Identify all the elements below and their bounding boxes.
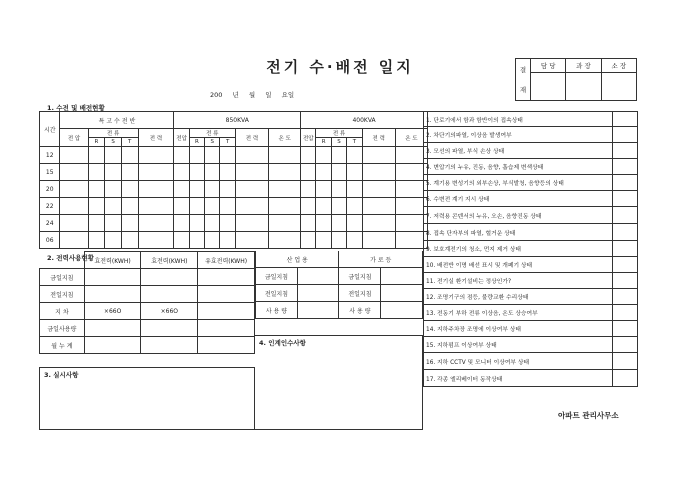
check-result-cell[interactable]: [613, 112, 638, 127]
time-cell: 06: [40, 232, 60, 249]
reading-cell[interactable]: [189, 147, 204, 164]
reading-cell[interactable]: [121, 215, 138, 232]
usage-row-label: 사 용 량: [339, 302, 381, 319]
reading-cell[interactable]: [138, 198, 174, 215]
voltage-header: 전압: [301, 129, 316, 147]
reading-table: [39, 111, 428, 249]
power-row-label: 금일지침: [40, 269, 85, 286]
table-row: [256, 268, 423, 285]
check-result-cell[interactable]: [613, 257, 638, 273]
phase-s: S: [205, 138, 220, 147]
list-item: [424, 305, 638, 321]
reading-cell[interactable]: [331, 215, 346, 232]
power-col-header: 효전력(KWH): [141, 252, 198, 269]
phase-t: T: [347, 138, 362, 147]
reading-cell[interactable]: [60, 232, 88, 249]
check-item-label: 1. 단로기에서 함과 함반이의 접속상태: [424, 112, 613, 127]
reading-cell[interactable]: [235, 181, 268, 198]
approval-side-label: 결 재: [516, 59, 531, 101]
reading-cell[interactable]: [220, 232, 235, 249]
approval-sign-cell[interactable]: [601, 73, 636, 101]
time-cell: 24: [40, 215, 60, 232]
approval-role: 과 장: [566, 59, 601, 73]
reading-cell[interactable]: [301, 164, 316, 181]
phase-t: T: [220, 138, 235, 147]
check-item-label: 7. 저력용 콘덴서의 누유, 오손, 음향진동 상태: [424, 207, 613, 224]
approval-role: 담 당: [531, 59, 566, 73]
inspection-checklist: [423, 111, 638, 387]
check-item-label: 4. 변압기의 누유, 진동, 음향, 흡습제 변색상태: [424, 159, 613, 175]
date-line: [210, 90, 350, 99]
reading-cell[interactable]: [138, 147, 174, 164]
check-item-label: 13. 전동기 부하 전류 이상음, 온도 상승여부: [424, 305, 613, 321]
footer-office: 아파트 관리사무소: [558, 411, 619, 420]
time-cell: 12: [40, 147, 60, 164]
reading-cell[interactable]: [138, 181, 174, 198]
list-item: [424, 224, 638, 241]
group-special-header: 특 고 수 전 반: [60, 112, 174, 129]
reading-cell[interactable]: [189, 198, 204, 215]
table-row: [40, 303, 255, 320]
list-item: [424, 241, 638, 257]
reading-cell[interactable]: [331, 232, 346, 249]
reading-cell[interactable]: [205, 164, 220, 181]
reading-cell[interactable]: [138, 232, 174, 249]
reading-cell[interactable]: [189, 181, 204, 198]
reading-cell[interactable]: [269, 215, 301, 232]
current-header: 전 류: [88, 129, 138, 138]
power-value-cell[interactable]: [198, 303, 255, 320]
reading-cell[interactable]: [189, 215, 204, 232]
table-row: [40, 215, 428, 232]
reading-cell[interactable]: [121, 181, 138, 198]
reading-cell[interactable]: [235, 215, 268, 232]
reading-cell[interactable]: [347, 215, 362, 232]
reading-cell[interactable]: [220, 164, 235, 181]
reading-cell[interactable]: [121, 147, 138, 164]
usage-value-cell[interactable]: [297, 268, 339, 285]
reading-cell[interactable]: [121, 164, 138, 181]
check-item-label: 3. 모선의 파열, 부식 손상 상태: [424, 143, 613, 159]
reading-cell[interactable]: [121, 198, 138, 215]
approval-box: [515, 58, 637, 101]
check-item-label: 15. 지하펌프 이상여부 상태: [424, 337, 613, 353]
list-item: [424, 289, 638, 305]
check-item-label: 11. 전기실 환기설비는 정상인가?: [424, 273, 613, 289]
phase-t: T: [121, 138, 138, 147]
usage-value-cell[interactable]: [297, 302, 339, 319]
power-header: 전 력: [235, 129, 268, 147]
usage-row-label: 금일지침: [339, 268, 381, 285]
reading-cell[interactable]: [220, 181, 235, 198]
reading-cell[interactable]: [347, 164, 362, 181]
check-result-cell[interactable]: [613, 224, 638, 241]
check-result-cell[interactable]: [613, 159, 638, 175]
reading-cell[interactable]: [205, 215, 220, 232]
reading-cell[interactable]: [316, 198, 331, 215]
power-value-cell[interactable]: [84, 337, 141, 354]
power-value-cell[interactable]: [141, 269, 198, 286]
industrial-header: 산 업 용: [256, 251, 339, 268]
reading-cell[interactable]: [60, 198, 88, 215]
reading-cell[interactable]: [220, 215, 235, 232]
time-cell: 20: [40, 181, 60, 198]
check-result-cell[interactable]: [613, 241, 638, 257]
usage-row-label: 사 용 량: [256, 302, 298, 319]
reading-cell[interactable]: [362, 147, 395, 164]
reading-cell[interactable]: [189, 232, 204, 249]
check-item-label: 12. 조명기구의 점등, 불량교환 수리상태: [424, 289, 613, 305]
table-row: [40, 164, 428, 181]
check-result-cell[interactable]: [613, 127, 638, 143]
group-850-header: 850KVA: [174, 112, 301, 129]
reading-cell[interactable]: [301, 215, 316, 232]
reading-cell[interactable]: [301, 232, 316, 249]
power-value-cell[interactable]: ×66O: [84, 303, 141, 320]
reading-cell[interactable]: [269, 164, 301, 181]
reading-cell[interactable]: [362, 215, 395, 232]
check-item-label: 17. 각종 엘리베이터 동작상태: [424, 370, 613, 387]
check-item-label: 10. 배전반 이명 배선 표시 및 개폐기 상태: [424, 257, 613, 273]
reading-cell[interactable]: [316, 181, 331, 198]
power-value-cell[interactable]: ×66O: [141, 303, 198, 320]
reading-cell[interactable]: [269, 147, 301, 164]
usage-row-label: 금일지침: [256, 268, 298, 285]
reading-cell[interactable]: [88, 147, 105, 164]
current-header: 전 류: [316, 129, 362, 138]
reading-cell[interactable]: [362, 232, 395, 249]
reading-cell[interactable]: [174, 232, 189, 249]
power-value-cell[interactable]: [141, 286, 198, 303]
power-row-label: 전일지침: [40, 286, 85, 303]
reading-cell[interactable]: [174, 164, 189, 181]
check-item-label: 16. 지하 CCTV 및 모니터 이상여부 상태: [424, 353, 613, 370]
reading-cell[interactable]: [138, 164, 174, 181]
approval-role: 소 장: [601, 59, 636, 73]
temp-header: 온 도: [395, 129, 427, 147]
table-row: [40, 181, 428, 198]
reading-cell[interactable]: [347, 232, 362, 249]
section2-title: 2. 전력사용현황: [47, 254, 94, 262]
reading-cell[interactable]: [362, 181, 395, 198]
reading-cell[interactable]: [138, 215, 174, 232]
list-item: [424, 127, 638, 143]
reading-cell[interactable]: [189, 164, 204, 181]
date-year: 200 년: [210, 91, 239, 99]
table-row: [40, 320, 255, 337]
reading-cell[interactable]: [174, 215, 189, 232]
reading-cell[interactable]: [235, 232, 268, 249]
phase-s: S: [105, 138, 122, 147]
voltage-header: 전압: [174, 129, 189, 147]
reading-cell[interactable]: [316, 232, 331, 249]
check-result-cell[interactable]: [613, 289, 638, 305]
reading-cell[interactable]: [205, 181, 220, 198]
reading-cell[interactable]: [88, 164, 105, 181]
reading-cell[interactable]: [362, 198, 395, 215]
table-row: [40, 232, 428, 249]
usage-value-cell[interactable]: [381, 285, 423, 302]
reading-cell[interactable]: [105, 198, 122, 215]
table-row: [256, 302, 423, 319]
time-cell: 22: [40, 198, 60, 215]
check-result-cell[interactable]: [613, 207, 638, 224]
check-result-cell[interactable]: [613, 143, 638, 159]
power-header: 전 력: [138, 129, 174, 147]
reading-cell[interactable]: [347, 181, 362, 198]
check-result-cell[interactable]: [613, 175, 638, 191]
reading-cell[interactable]: [301, 198, 316, 215]
check-item-label: 6. 수변전 계기 지시 상태: [424, 191, 613, 207]
approval-sign-cell[interactable]: [531, 73, 566, 101]
phase-r: R: [88, 138, 105, 147]
reading-cell[interactable]: [105, 232, 122, 249]
usage-value-cell[interactable]: [381, 302, 423, 319]
reading-cell[interactable]: [235, 198, 268, 215]
check-result-cell[interactable]: [613, 305, 638, 321]
list-item: [424, 207, 638, 224]
section1-title: 1. 수전 및 배전현황: [47, 104, 105, 112]
reading-cell[interactable]: [60, 181, 88, 198]
reading-cell[interactable]: [174, 198, 189, 215]
reading-cell[interactable]: [269, 232, 301, 249]
list-item: [424, 273, 638, 289]
reading-cell[interactable]: [88, 232, 105, 249]
table-row: [40, 147, 428, 164]
power-value-cell[interactable]: [141, 337, 198, 354]
reading-cell[interactable]: [121, 232, 138, 249]
usage-row-label: 전일지침: [256, 285, 298, 302]
power-value-cell[interactable]: [198, 337, 255, 354]
check-result-cell[interactable]: [613, 370, 638, 387]
reading-cell[interactable]: [205, 147, 220, 164]
section3-title: 3. 실시사항: [44, 371, 79, 379]
reading-cell[interactable]: [220, 147, 235, 164]
list-item: [424, 191, 638, 207]
section4-box[interactable]: [255, 335, 423, 430]
phase-r: R: [316, 138, 331, 147]
reading-cell[interactable]: [205, 198, 220, 215]
table-row: [40, 198, 428, 215]
reading-cell[interactable]: [331, 147, 346, 164]
reading-cell[interactable]: [174, 147, 189, 164]
reading-cell[interactable]: [60, 164, 88, 181]
usage-value-cell[interactable]: [381, 268, 423, 285]
streetlight-header: 가 로 등: [339, 251, 423, 268]
current-header: 전 류: [189, 129, 235, 138]
temp-header: 온 도: [269, 129, 301, 147]
reading-cell[interactable]: [88, 215, 105, 232]
reading-cell[interactable]: [316, 164, 331, 181]
phase-s: S: [331, 138, 346, 147]
reading-cell[interactable]: [60, 215, 88, 232]
time-cell: 15: [40, 164, 60, 181]
reading-cell[interactable]: [235, 164, 268, 181]
table-row: [256, 285, 423, 302]
power-value-cell[interactable]: [198, 320, 255, 337]
date-month: 월: [248, 91, 256, 99]
phase-r: R: [189, 138, 204, 147]
list-item: [424, 353, 638, 370]
reading-cell[interactable]: [347, 147, 362, 164]
power-row-label: 금일사용량: [40, 320, 85, 337]
reading-cell[interactable]: [347, 198, 362, 215]
list-item: [424, 337, 638, 353]
voltage-header: 전 압: [60, 129, 88, 147]
list-item: [424, 175, 638, 191]
page-title: 전기 수·배전 일지: [266, 58, 414, 76]
list-item: [424, 159, 638, 175]
table-row: [40, 337, 255, 354]
reading-cell[interactable]: [88, 198, 105, 215]
check-result-cell[interactable]: [613, 273, 638, 289]
check-result-cell[interactable]: [613, 337, 638, 353]
meter-usage-table: [255, 251, 423, 319]
check-item-label: 8. 접속 단자부의 파열, 헐거운 상태: [424, 224, 613, 241]
reading-cell[interactable]: [301, 181, 316, 198]
power-value-cell[interactable]: [84, 286, 141, 303]
approval-sign-cell[interactable]: [566, 73, 601, 101]
reading-cell[interactable]: [301, 147, 316, 164]
power-row-label: 지 차: [40, 303, 85, 320]
group-400-header: 400KVA: [301, 112, 428, 129]
time-header: 시간: [40, 112, 60, 147]
reading-cell[interactable]: [105, 164, 122, 181]
check-item-label: 2. 차단기의파열, 이상음 발생여부: [424, 127, 613, 143]
usage-row-label: 전일지침: [339, 285, 381, 302]
reading-cell[interactable]: [269, 198, 301, 215]
reading-cell[interactable]: [174, 181, 189, 198]
date-day: 일: [265, 91, 272, 99]
reading-cell[interactable]: [105, 147, 122, 164]
reading-cell[interactable]: [60, 147, 88, 164]
reading-cell[interactable]: [331, 164, 346, 181]
power-value-cell[interactable]: [84, 320, 141, 337]
table-row: [40, 269, 255, 286]
reading-cell[interactable]: [105, 215, 122, 232]
check-result-cell[interactable]: [613, 191, 638, 207]
reading-cell[interactable]: [220, 198, 235, 215]
power-value-cell[interactable]: [198, 269, 255, 286]
power-value-cell[interactable]: [84, 269, 141, 286]
check-item-label: 14. 지하주차장 조명에 이상여부 상태: [424, 321, 613, 337]
reading-cell[interactable]: [235, 147, 268, 164]
reading-cell[interactable]: [316, 147, 331, 164]
reading-cell[interactable]: [88, 181, 105, 198]
table-row: [40, 286, 255, 303]
power-value-cell[interactable]: [141, 320, 198, 337]
check-item-label: 9. 보호계전기의 청소, 먼지 제거 상태: [424, 241, 613, 257]
reading-cell[interactable]: [331, 198, 346, 215]
reading-cell[interactable]: [205, 232, 220, 249]
power-col-header: 유효전력(KWH): [198, 252, 255, 269]
list-item: [424, 257, 638, 273]
power-usage-table: [39, 251, 255, 354]
check-result-cell[interactable]: [613, 353, 638, 370]
power-row-label: 월 누 계: [40, 337, 85, 354]
list-item: [424, 321, 638, 337]
reading-cell[interactable]: [105, 181, 122, 198]
date-weekday: 요일: [281, 91, 295, 99]
power-header: 전 력: [362, 129, 395, 147]
list-item: [424, 112, 638, 127]
usage-value-cell[interactable]: [297, 285, 339, 302]
power-value-cell[interactable]: [198, 286, 255, 303]
list-item: [424, 143, 638, 159]
check-result-cell[interactable]: [613, 321, 638, 337]
section4-title: 4. 인계인수사항: [259, 339, 306, 347]
section3-box[interactable]: [39, 367, 255, 430]
reading-cell[interactable]: [316, 215, 331, 232]
power-col-header: 효전력(KWH): [84, 252, 141, 269]
reading-cell[interactable]: [269, 181, 301, 198]
reading-cell[interactable]: [331, 181, 346, 198]
check-item-label: 5. 계기용 변성기의 외부손상, 부식발청, 음향등의 상태: [424, 175, 613, 191]
list-item: [424, 370, 638, 387]
reading-cell[interactable]: [362, 164, 395, 181]
